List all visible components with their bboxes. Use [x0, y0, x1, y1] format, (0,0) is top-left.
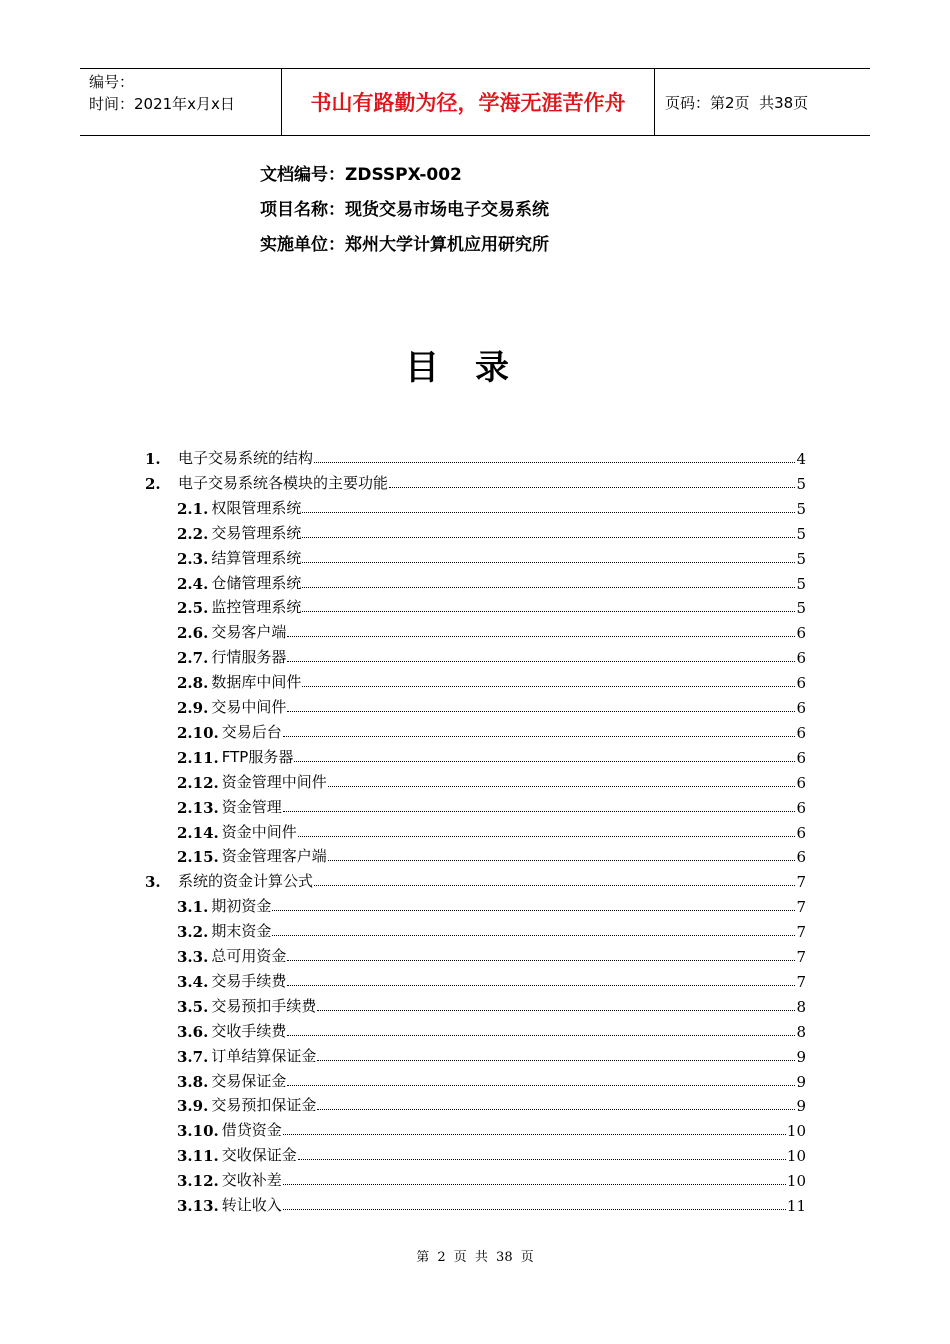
toc-entry[interactable]: [177, 994, 806, 1016]
toc-leader-dots: [302, 610, 795, 612]
toc-entry-number: 2.1.: [177, 499, 209, 518]
toc-entry[interactable]: [177, 1118, 806, 1140]
toc-entry[interactable]: [177, 571, 806, 593]
toc-leader-dots: [302, 561, 795, 563]
toc-entry[interactable]: [145, 869, 806, 891]
toc-entry-number: 3.8.: [177, 1072, 209, 1091]
toc-leader-dots: [287, 959, 795, 961]
toc-leader-dots: [302, 536, 795, 538]
toc-entry-number: 3.9.: [177, 1097, 209, 1116]
toc-entry-page: 10: [786, 1122, 806, 1141]
page-header: [80, 68, 870, 136]
toc-entry[interactable]: [177, 1143, 806, 1165]
toc-title: 目录: [405, 348, 545, 388]
toc-leader-dots: [283, 735, 796, 737]
toc-entry-text: FTP服务器: [221, 747, 294, 766]
toc-entry[interactable]: [177, 944, 806, 966]
toc-entry-page: 7: [796, 972, 806, 991]
toc-entry-page: 6: [796, 699, 806, 717]
toc-entry-page: 5: [796, 574, 806, 593]
toc-leader-dots: [294, 760, 795, 762]
toc-entry-text: 仓储管理系统: [211, 573, 302, 592]
toc-entry-text: 交易客户端: [211, 623, 287, 642]
implementing-unit: 实施单位：郑州大学计算机应用研究所: [260, 235, 549, 255]
toc-entry-text: 资金管理客户端: [221, 847, 327, 866]
toc-entry-number: 3.13.: [177, 1197, 219, 1215]
toc-entry[interactable]: [177, 1069, 806, 1091]
toc-entry-text: 结算管理系统: [211, 548, 302, 567]
toc-leader-dots: [298, 835, 796, 837]
toc-leader-dots: [287, 710, 795, 712]
toc-entry-number: 2.14.: [177, 823, 219, 842]
toc-entry-page: 5: [796, 599, 806, 618]
toc-entry-page: 7: [796, 873, 806, 892]
toc-entry[interactable]: [177, 969, 806, 991]
toc-entry-text: 交收手续费: [211, 1021, 287, 1040]
toc-entry-page: 6: [796, 798, 806, 817]
toc-entry-text: 资金管理: [221, 797, 282, 816]
toc-leader-dots: [317, 1009, 795, 1011]
toc-entry-page: 7: [796, 898, 806, 917]
toc-entry[interactable]: [177, 894, 806, 916]
toc-entry-number: 3.4.: [177, 972, 209, 991]
document-number: 文档编号：ZDSSPX-002: [260, 165, 462, 185]
toc-entry[interactable]: [177, 844, 806, 866]
toc-entry-text: 交易手续费: [211, 971, 287, 990]
toc-entry-page: 8: [796, 997, 806, 1016]
header-meta-cell: [80, 69, 282, 135]
toc-entry-page: 6: [796, 773, 806, 792]
toc-entry-number: 2.3.: [177, 549, 209, 568]
toc-entry-number: 3.12.: [177, 1172, 219, 1191]
toc-leader-dots: [314, 884, 795, 886]
toc-leader-dots: [283, 1133, 786, 1135]
header-page-info-cell: [655, 69, 870, 135]
toc-leader-dots: [272, 934, 795, 936]
toc-entry-text: 借贷资金: [221, 1121, 282, 1140]
toc-entry[interactable]: [177, 1193, 806, 1215]
toc-leader-dots: [287, 984, 795, 986]
toc-entry-page: 9: [796, 1072, 806, 1091]
toc-entry-number: 2.13.: [177, 798, 219, 817]
toc-entry-number: 2.4.: [177, 574, 209, 593]
toc-entry[interactable]: [177, 1168, 806, 1190]
toc-entry-number: 3.2.: [177, 923, 209, 942]
toc-entry-text: 交收补差: [221, 1171, 282, 1190]
toc-entry-text: 交易预扣保证金: [211, 1096, 317, 1115]
toc-entry-text: 交易后台: [221, 722, 282, 741]
toc-entry-text: 交易中间件: [211, 698, 287, 716]
toc-leader-dots: [302, 511, 795, 513]
toc-leader-dots: [317, 1059, 795, 1061]
toc-entry-number: 2.12.: [177, 773, 219, 792]
toc-entry[interactable]: [177, 795, 806, 817]
toc-entry-page: 6: [796, 624, 806, 643]
toc-entry-text: 总可用资金: [211, 947, 287, 965]
toc-entry-page: 8: [796, 1022, 806, 1041]
toc-leader-dots: [298, 1158, 786, 1160]
toc-entry-page: 5: [796, 474, 806, 493]
toc-leader-dots: [302, 586, 795, 588]
toc-entry-page: 10: [786, 1172, 806, 1191]
toc-entry-page: 7: [796, 948, 806, 966]
toc-entry-text: 资金中间件: [221, 822, 297, 841]
header-code-label: 编号：: [89, 73, 135, 91]
toc-leader-dots: [317, 1108, 795, 1110]
toc-entry-text: 期末资金: [211, 922, 272, 941]
toc-leader-dots: [302, 685, 795, 687]
toc-entry[interactable]: [177, 695, 806, 717]
toc-leader-dots: [283, 810, 796, 812]
toc-leader-dots: [287, 635, 795, 637]
toc-entry-page: 4: [796, 450, 806, 468]
toc-entry-number: 3.11.: [177, 1147, 219, 1166]
toc-entry[interactable]: [177, 595, 806, 617]
toc-entry-text: 权限管理系统: [211, 498, 302, 517]
toc-entry-page: 9: [796, 1047, 806, 1066]
toc-entry-number: 3.5.: [177, 997, 209, 1016]
toc-entry-page: 10: [786, 1147, 806, 1166]
toc-entry-page: 11: [786, 1197, 806, 1215]
toc-entry-number: 2.6.: [177, 624, 209, 643]
toc-entry-number: 2.8.: [177, 674, 209, 693]
toc-entry-number: 2.2.: [177, 524, 209, 543]
toc-entry-number: 2.: [145, 474, 161, 493]
toc-entry-number: 2.7.: [177, 649, 209, 668]
toc-entry-text: 期初资金: [211, 897, 272, 916]
toc-entry[interactable]: [177, 546, 806, 568]
toc-entry[interactable]: [177, 745, 806, 767]
toc-entry[interactable]: [145, 471, 806, 493]
toc-entry[interactable]: [177, 521, 806, 543]
toc-entry[interactable]: [177, 496, 806, 518]
toc-entry-page: 5: [796, 499, 806, 518]
document-meta: [260, 158, 549, 263]
toc-entry-number: 3.1.: [177, 898, 209, 917]
toc-entry-text: 电子交易系统的结构: [178, 449, 314, 467]
toc-entry-page: 7: [796, 923, 806, 942]
toc-entry[interactable]: [177, 645, 806, 667]
toc-entry[interactable]: [177, 1093, 806, 1115]
toc-entry-page: 6: [796, 823, 806, 842]
toc-entry[interactable]: [177, 770, 806, 792]
toc-leader-dots: [287, 660, 795, 662]
header-page-info: 页码：第2页 共38页: [665, 93, 809, 112]
toc-entry-text: 系统的资金计算公式: [178, 872, 314, 891]
toc-entry[interactable]: [177, 919, 806, 941]
toc-entry[interactable]: [177, 720, 806, 742]
toc-entry-text: 交收保证金: [221, 1146, 297, 1165]
header-time-label: 时间：2021年x月x日: [89, 95, 235, 113]
toc-entry-text: 数据库中间件: [211, 673, 302, 692]
toc-leader-dots: [328, 859, 796, 861]
toc-entry-number: 3.3.: [177, 948, 209, 966]
toc-entry-number: 3.7.: [177, 1047, 209, 1066]
toc-entry-number: 3.10.: [177, 1122, 219, 1141]
toc-entry-text: 行情服务器: [211, 648, 287, 667]
toc-entry[interactable]: [145, 446, 806, 468]
toc-entry-text: 交易保证金: [211, 1071, 287, 1090]
toc-leader-dots: [272, 909, 795, 911]
project-name: 项目名称：现货交易市场电子交易系统: [260, 200, 549, 220]
toc-leader-dots: [283, 1208, 786, 1210]
toc-leader-dots: [314, 461, 795, 463]
toc-entry-number: 3.: [145, 873, 161, 892]
toc-entry-number: 1.: [145, 450, 161, 468]
header-motto: 书山有路勤为径，学海无涯苦作舟: [282, 69, 655, 135]
toc-entry-page: 6: [796, 674, 806, 693]
toc-entry-page: 6: [796, 748, 806, 767]
toc-entry-page: 6: [796, 649, 806, 668]
toc-entry[interactable]: [177, 820, 806, 842]
toc-entry-page: 6: [796, 848, 806, 867]
toc-entry-text: 订单结算保证金: [211, 1046, 317, 1065]
toc-entry-number: 2.9.: [177, 699, 209, 717]
toc-leader-dots: [328, 785, 796, 787]
page-footer: 第 2 页 共 38 页: [416, 1250, 534, 1265]
toc-entry-number: 2.15.: [177, 848, 219, 867]
toc-entry-text: 交易预扣手续费: [211, 996, 317, 1015]
toc-entry-page: 9: [796, 1097, 806, 1116]
toc-entry-text: 转让收入: [221, 1196, 282, 1214]
toc-leader-dots: [287, 1084, 795, 1086]
toc-entry-number: 3.6.: [177, 1022, 209, 1041]
toc-entry[interactable]: [177, 1044, 806, 1066]
toc-entry-text: 监控管理系统: [211, 598, 302, 617]
toc-entry-page: 5: [796, 549, 806, 568]
toc-leader-dots: [283, 1183, 786, 1185]
toc-entry-text: 交易管理系统: [211, 523, 302, 542]
toc-entry-text: 电子交易系统各模块的主要功能: [178, 473, 389, 492]
toc-entry-text: 资金管理中间件: [221, 772, 327, 791]
toc-entry-number: 2.10.: [177, 723, 219, 742]
toc-entry-number: 2.11.: [177, 748, 219, 767]
toc-leader-dots: [287, 1034, 795, 1036]
toc-entry[interactable]: [177, 1019, 806, 1041]
toc-leader-dots: [389, 486, 795, 488]
toc-entry[interactable]: [177, 670, 806, 692]
toc-entry-page: 5: [796, 524, 806, 543]
toc-entry-number: 2.5.: [177, 599, 209, 618]
toc-entry[interactable]: [177, 620, 806, 642]
toc-entry-page: 6: [796, 723, 806, 742]
